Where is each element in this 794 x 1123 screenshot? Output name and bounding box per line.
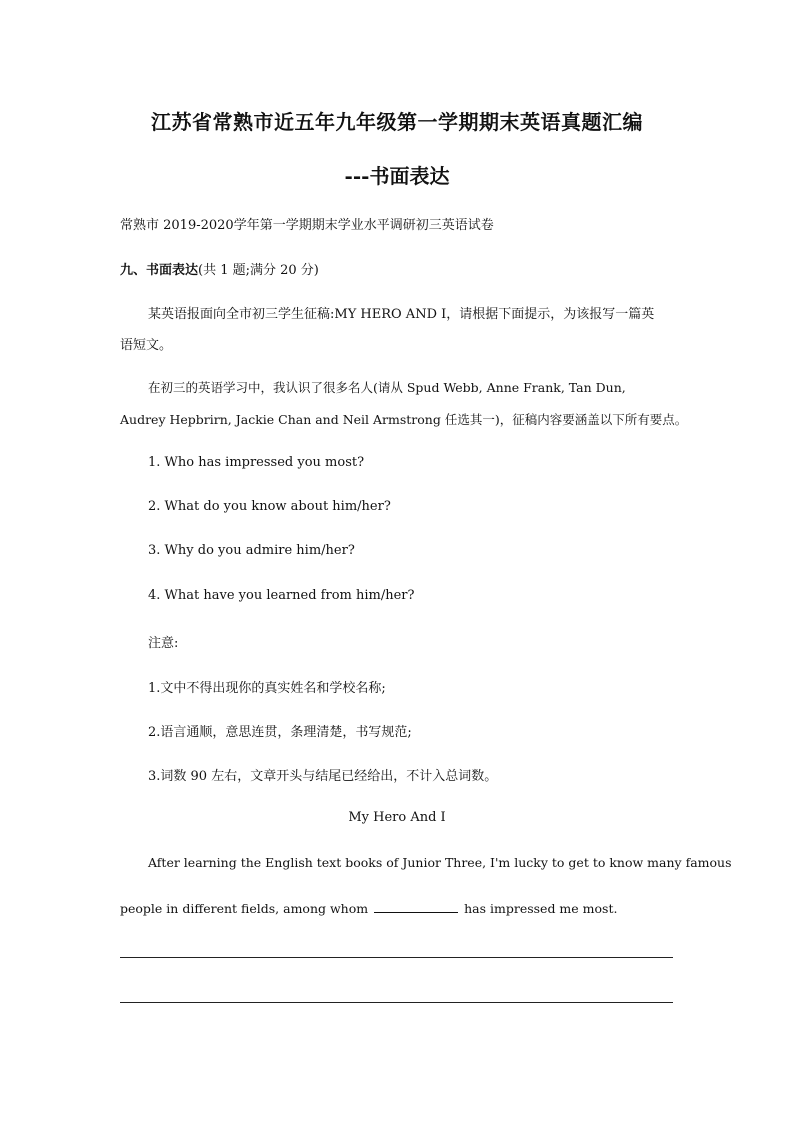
para2-line-2: Audrey Hepbrirn, Jackie Chan and Neil Armstrong 任选其一)，征稿内容要涵盖以下所有要点。 [120,412,688,427]
essay-title: My Hero And I [348,810,446,825]
note-3: 3.词数 90 左右，文章开头与结尾已经给出，不计入总词数。 [148,769,498,784]
question-3: 3. Why do you admire him/her? [148,543,355,558]
source-line: 常熟市 2019-2020学年第一学期期末学业水平调研初三英语试卷 [120,218,494,233]
document-title: 江苏省常熟市近五年九年级第一学期期末英语真题汇编 [151,110,643,134]
note-1: 1.文中不得出现你的真实姓名和学校名称; [148,681,386,696]
essay-line-2 [120,900,617,916]
intro-line-1: 某英语报面向全市初三学生征稿:MY HERO AND I，请根据下面提示，为该报写一篇英 [148,307,655,322]
intro-line-2: 语短文。 [120,338,173,353]
section-heading-label: 九、书面表达 [120,263,199,278]
notes-label: 注意: [148,636,179,651]
answer-blank[interactable] [374,900,458,913]
writing-line-1[interactable] [120,957,673,958]
section-heading [120,259,319,278]
writing-line-2[interactable] [120,1002,673,1003]
essay-line-2-end: has impressed me most. [464,901,618,916]
question-1: 1. Who has impressed you most? [148,455,365,470]
essay-line-1: After learning the English text books of Junior Three, I'm lucky to get to know many famous [148,855,732,870]
question-4: 4. What have you learned from him/her? [148,588,415,603]
essay-line-2-start: people in different fields, among whom [120,901,369,916]
question-2: 2. What do you know about him/her? [148,499,391,514]
document-subtitle: ---书面表达 [344,164,450,188]
note-2: 2.语言通顺，意思连贯，条理清楚，书写规范; [148,725,412,740]
para2-line-1: 在初三的英语学习中，我认识了很多名人(请从 Spud Webb, Anne Frank, Tan Dun, [148,380,626,395]
section-heading-detail: (共 1 题;满分 20 分) [198,263,319,278]
